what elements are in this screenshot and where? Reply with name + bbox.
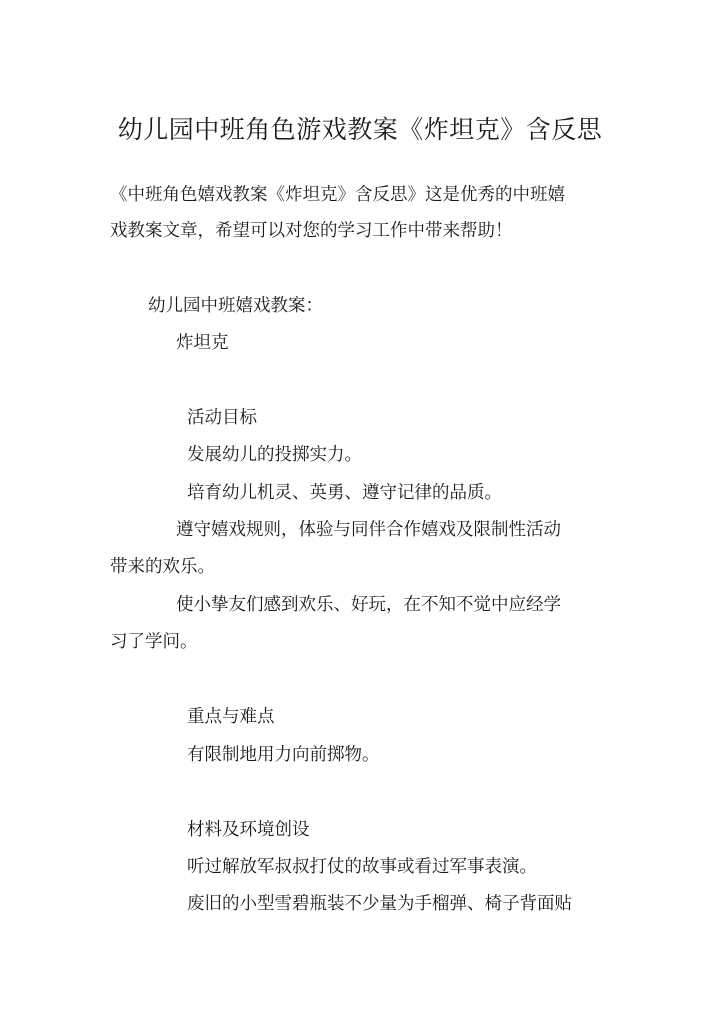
plan-name: 炸坦克 [176,333,229,353]
goals-item-3-line-2: 带来的欢乐。 [110,557,215,577]
materials-heading: 材料及环境创设 [187,820,310,840]
goals-item-2: 培育幼儿机灵、英勇、遵守记律的品质。 [187,483,502,503]
materials-item-1: 听过解放军叔叔打仗的故事或看过军事表演。 [187,857,537,877]
document-title: 幼儿园中班角色游戏教案《炸坦克》含反思 [117,115,603,144]
intro-line-1: 《中班角色嬉戏教案《炸坦克》含反思》这是优秀的中班嬉 [110,185,565,205]
goals-item-3-line-1: 遵守嬉戏规则，体验与同伴合作嬉戏及限制性活动 [176,520,561,540]
key-points-item-1: 有限制地用力向前掷物。 [187,745,380,765]
materials-item-2: 废旧的小型雪碧瓶装不少量为手榴弹、椅子背面贴 [187,894,572,914]
goals-item-1: 发展幼儿的投掷实力。 [187,445,362,465]
key-points-heading: 重点与难点 [187,707,275,727]
plan-heading: 幼儿园中班嬉戏教案： [148,296,323,316]
intro-line-2: 戏教案文章，希望可以对您的学习工作中带来帮助！ [110,221,513,241]
goals-heading: 活动目标 [187,408,257,428]
goals-item-4-line-1: 使小挚友们感到欢乐、好玩，在不知不觉中应经学 [176,595,561,615]
goals-item-4-line-2: 习了学问。 [110,632,198,652]
